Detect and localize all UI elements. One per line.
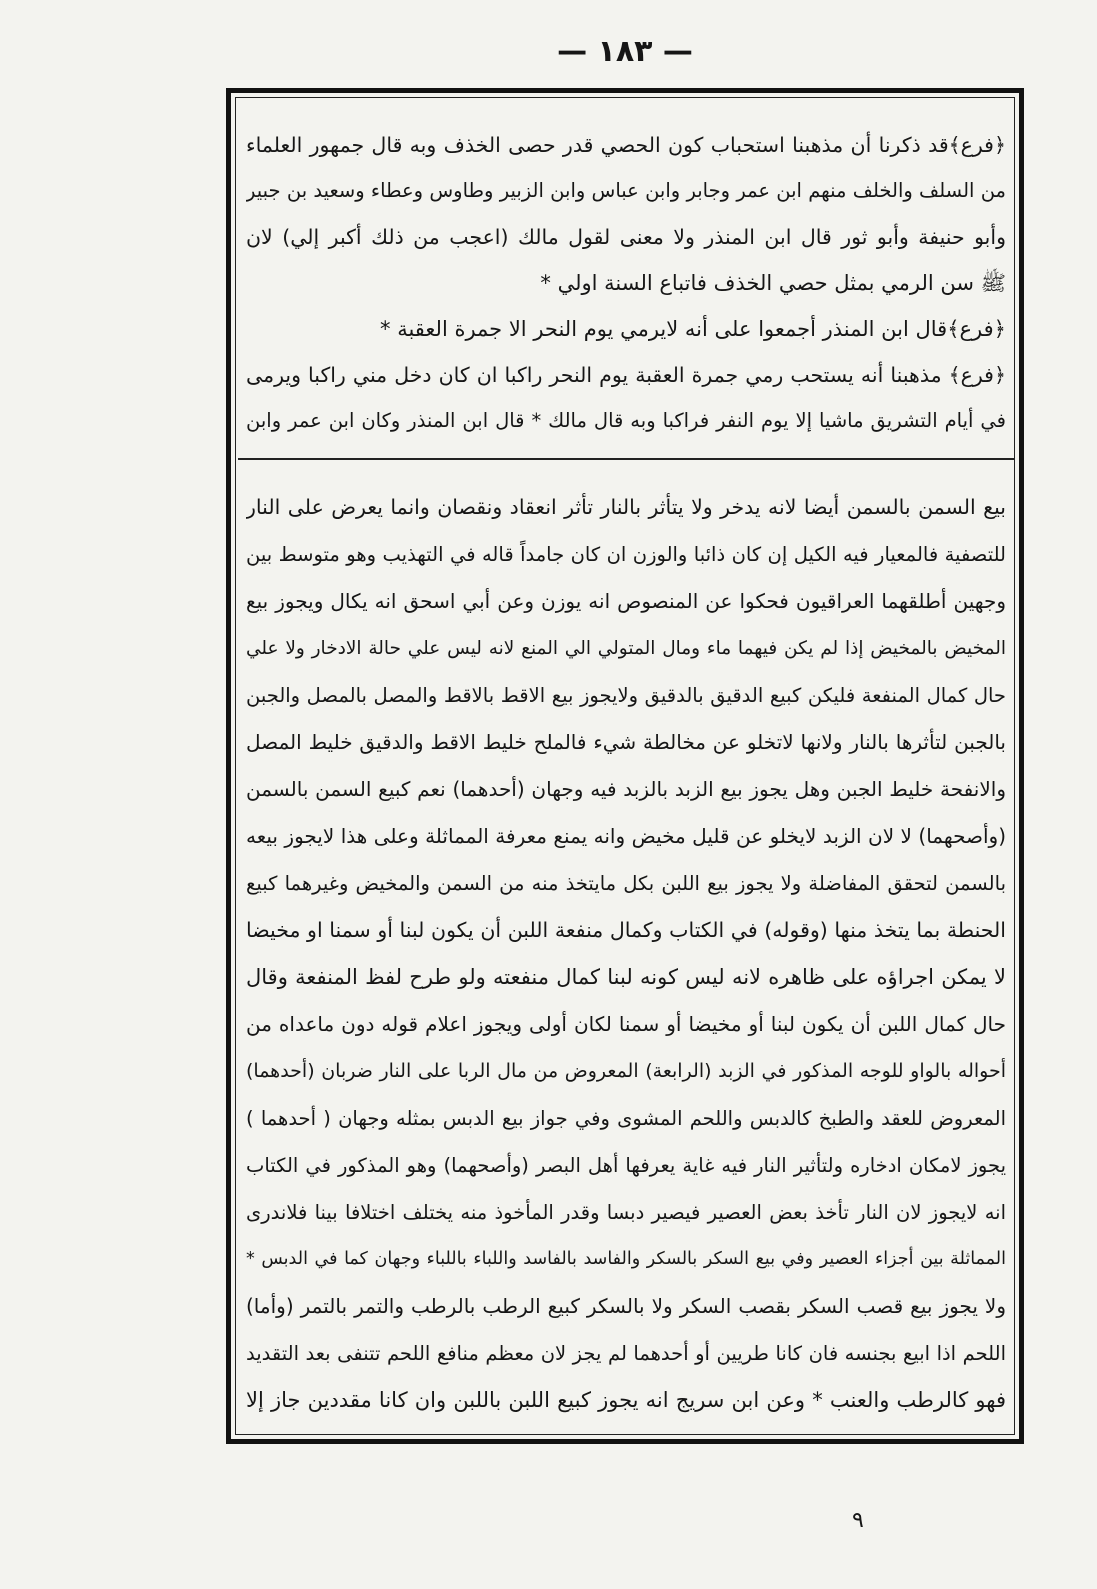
- text-line: في أيام التشريق ماشيا إلا يوم النفر فراكبا وبه قال مالك * قال ابن المنذر وكان ابن عمر وابن: [246, 409, 1006, 432]
- text-line: يجوز لامكان ادخاره ولتأثير النار فيه غاية يعرفها أهل البصر (وأصحهما) وهو المذكور في الكتاب: [246, 1154, 1006, 1177]
- page-number: — ١٨٣ —: [557, 34, 693, 69]
- text-line: (وأصحهما) لا لان الزبد لايخلو عن قليل مخيض وانه يمنع معرفة المماثلة وعلى هذا لايجوز بيعه: [246, 824, 1006, 848]
- text-line: بالجبن لتأثرها بالنار ولانها لاتخلو عن مخالطة شيء فالملح خليط الاقط والدقيق خليط المصل: [246, 730, 1006, 754]
- text-line: ﴿فرع﴾ مذهبنا أنه يستحب رمي جمرة العقبة يوم النحر راكبا ان كان دخل مني راكبا ويرمى: [246, 363, 1006, 387]
- text-line: انه لايجوز لان النار تأخذ بعض العصير فيصير دبسا وقدر المأخوذ منه يختلف اختلافا بينا فلاندرى: [246, 1201, 1006, 1224]
- text-line: أحواله بالواو للوجه المذكور في الزبد (الرابعة) المعروض من مال الربا على النار ضربان (أحدهما): [246, 1060, 1006, 1082]
- text-line: المعروض للعقد والطبخ كالدبس واللحم المشوى وفي جواز بيع الدبس بمثله وجهان ( أحدهما ): [246, 1107, 1006, 1130]
- footer-mark: ٩: [852, 1508, 864, 1533]
- text-line: حال كمال اللبن أن يكون لبنا أو مخيضا أو سمنا لكان أولى ويجوز اعلام قوله دون ماعداه من: [246, 1012, 1006, 1036]
- text-line: بيع السمن بالسمن أيضا لانه يدخر ولا يتأثر بالنار تأثر انعقاد ونقصان وانما يعرض على النار: [246, 495, 1006, 519]
- upper-text-block: [246, 122, 1006, 444]
- text-line: اللحم اذا ابيع بجنسه فان كانا طريين أو أحدهما لم يجز لان معظم منافع اللحم تتنفى بعد التقديد: [246, 1342, 1006, 1365]
- section-divider: [238, 458, 1014, 460]
- text-line: حال كمال المنفعة فليكن كبيع الدقيق بالدقيق ولايجوز بيع الاقط بالاقط والمصل بالمصل والجبن: [246, 684, 1006, 707]
- text-line: فهو كالرطب والعنب * وعن ابن سريج انه يجوز كبيع اللبن باللبن وان كانا مقددين جاز إلا: [246, 1388, 1006, 1412]
- text-line: الحنطة بما يتخذ منها (وقوله) في الكتاب وكمال منفعة اللبن أن يكون لبنا أو سمنا او مخيضا: [246, 918, 1006, 942]
- text-line: المماثلة بين أجزاء العصير وفي بيع السكر بالسكر والفاسد بالفاسد واللباء باللباء وجهان كما في الدبس *: [246, 1249, 1006, 1269]
- text-line: ﴿فرع﴾قال ابن المنذر أجمعوا على أنه لايرمي يوم النحر الا جمرة العقبة *: [380, 317, 1006, 341]
- text-line: لا يمكن اجراؤه على ظاهره لانه ليس كونه لبنا كمال منفعته ولو طرح لفظ المنفعة وقال: [246, 965, 1006, 989]
- text-line: المخيض بالمخيض إذا لم يكن فيهما ماء ومال المتولي الي المنع لانه ليس علي حالة الادخار ولا علي: [246, 638, 1006, 659]
- text-line: من السلف والخلف منهم ابن عمر وجابر وابن عباس وابن الزبير وطاوس وعطاء وسعيد بن جبير: [246, 179, 1006, 202]
- text-line: وأبو حنيفة وأبو ثور قال ابن المنذر ولا معنى لقول مالك (اعجب من ذلك أكبر إلي) لان: [246, 225, 1006, 249]
- text-line: بالسمن لتحقق المفاضلة ولا يجوز بيع اللبن بكل مايتخذ منه من السمن والمخيض وغيرهما كبيع: [246, 872, 1006, 895]
- lower-text-block: [246, 484, 1006, 1424]
- text-line: ولا يجوز بيع قصب السكر بقصب السكر ولا بالسكر كبيع الرطب بالرطب والتمر بالتمر (وأما): [246, 1294, 1006, 1318]
- text-line: والانفحة خليط الجبن وهل يجوز بيع الزبد بالزبد فيه وجهان (أحدهما) نعم كبيع السمن بالسمن: [246, 777, 1006, 801]
- text-line: ﴿فرع﴾قد ذكرنا أن مذهبنا استحباب كون الحصي قدر حصى الخذف وبه قال جمهور العلماء: [246, 133, 1006, 157]
- text-line: ﷺ سن الرمي بمثل حصي الخذف فاتباع السنة اولي *: [540, 271, 1006, 295]
- text-line: للتصفية فالمعيار فيه الكيل إن كان ذائبا والوزن ان كان جامداً قاله في التهذيب وهو متوسط بين: [246, 543, 1006, 566]
- text-line: وجهين أطلقهما العراقيون فحكوا عن المنصوص انه يوزن وعن أبي اسحق انه يكال ويجوز بيع: [246, 589, 1006, 613]
